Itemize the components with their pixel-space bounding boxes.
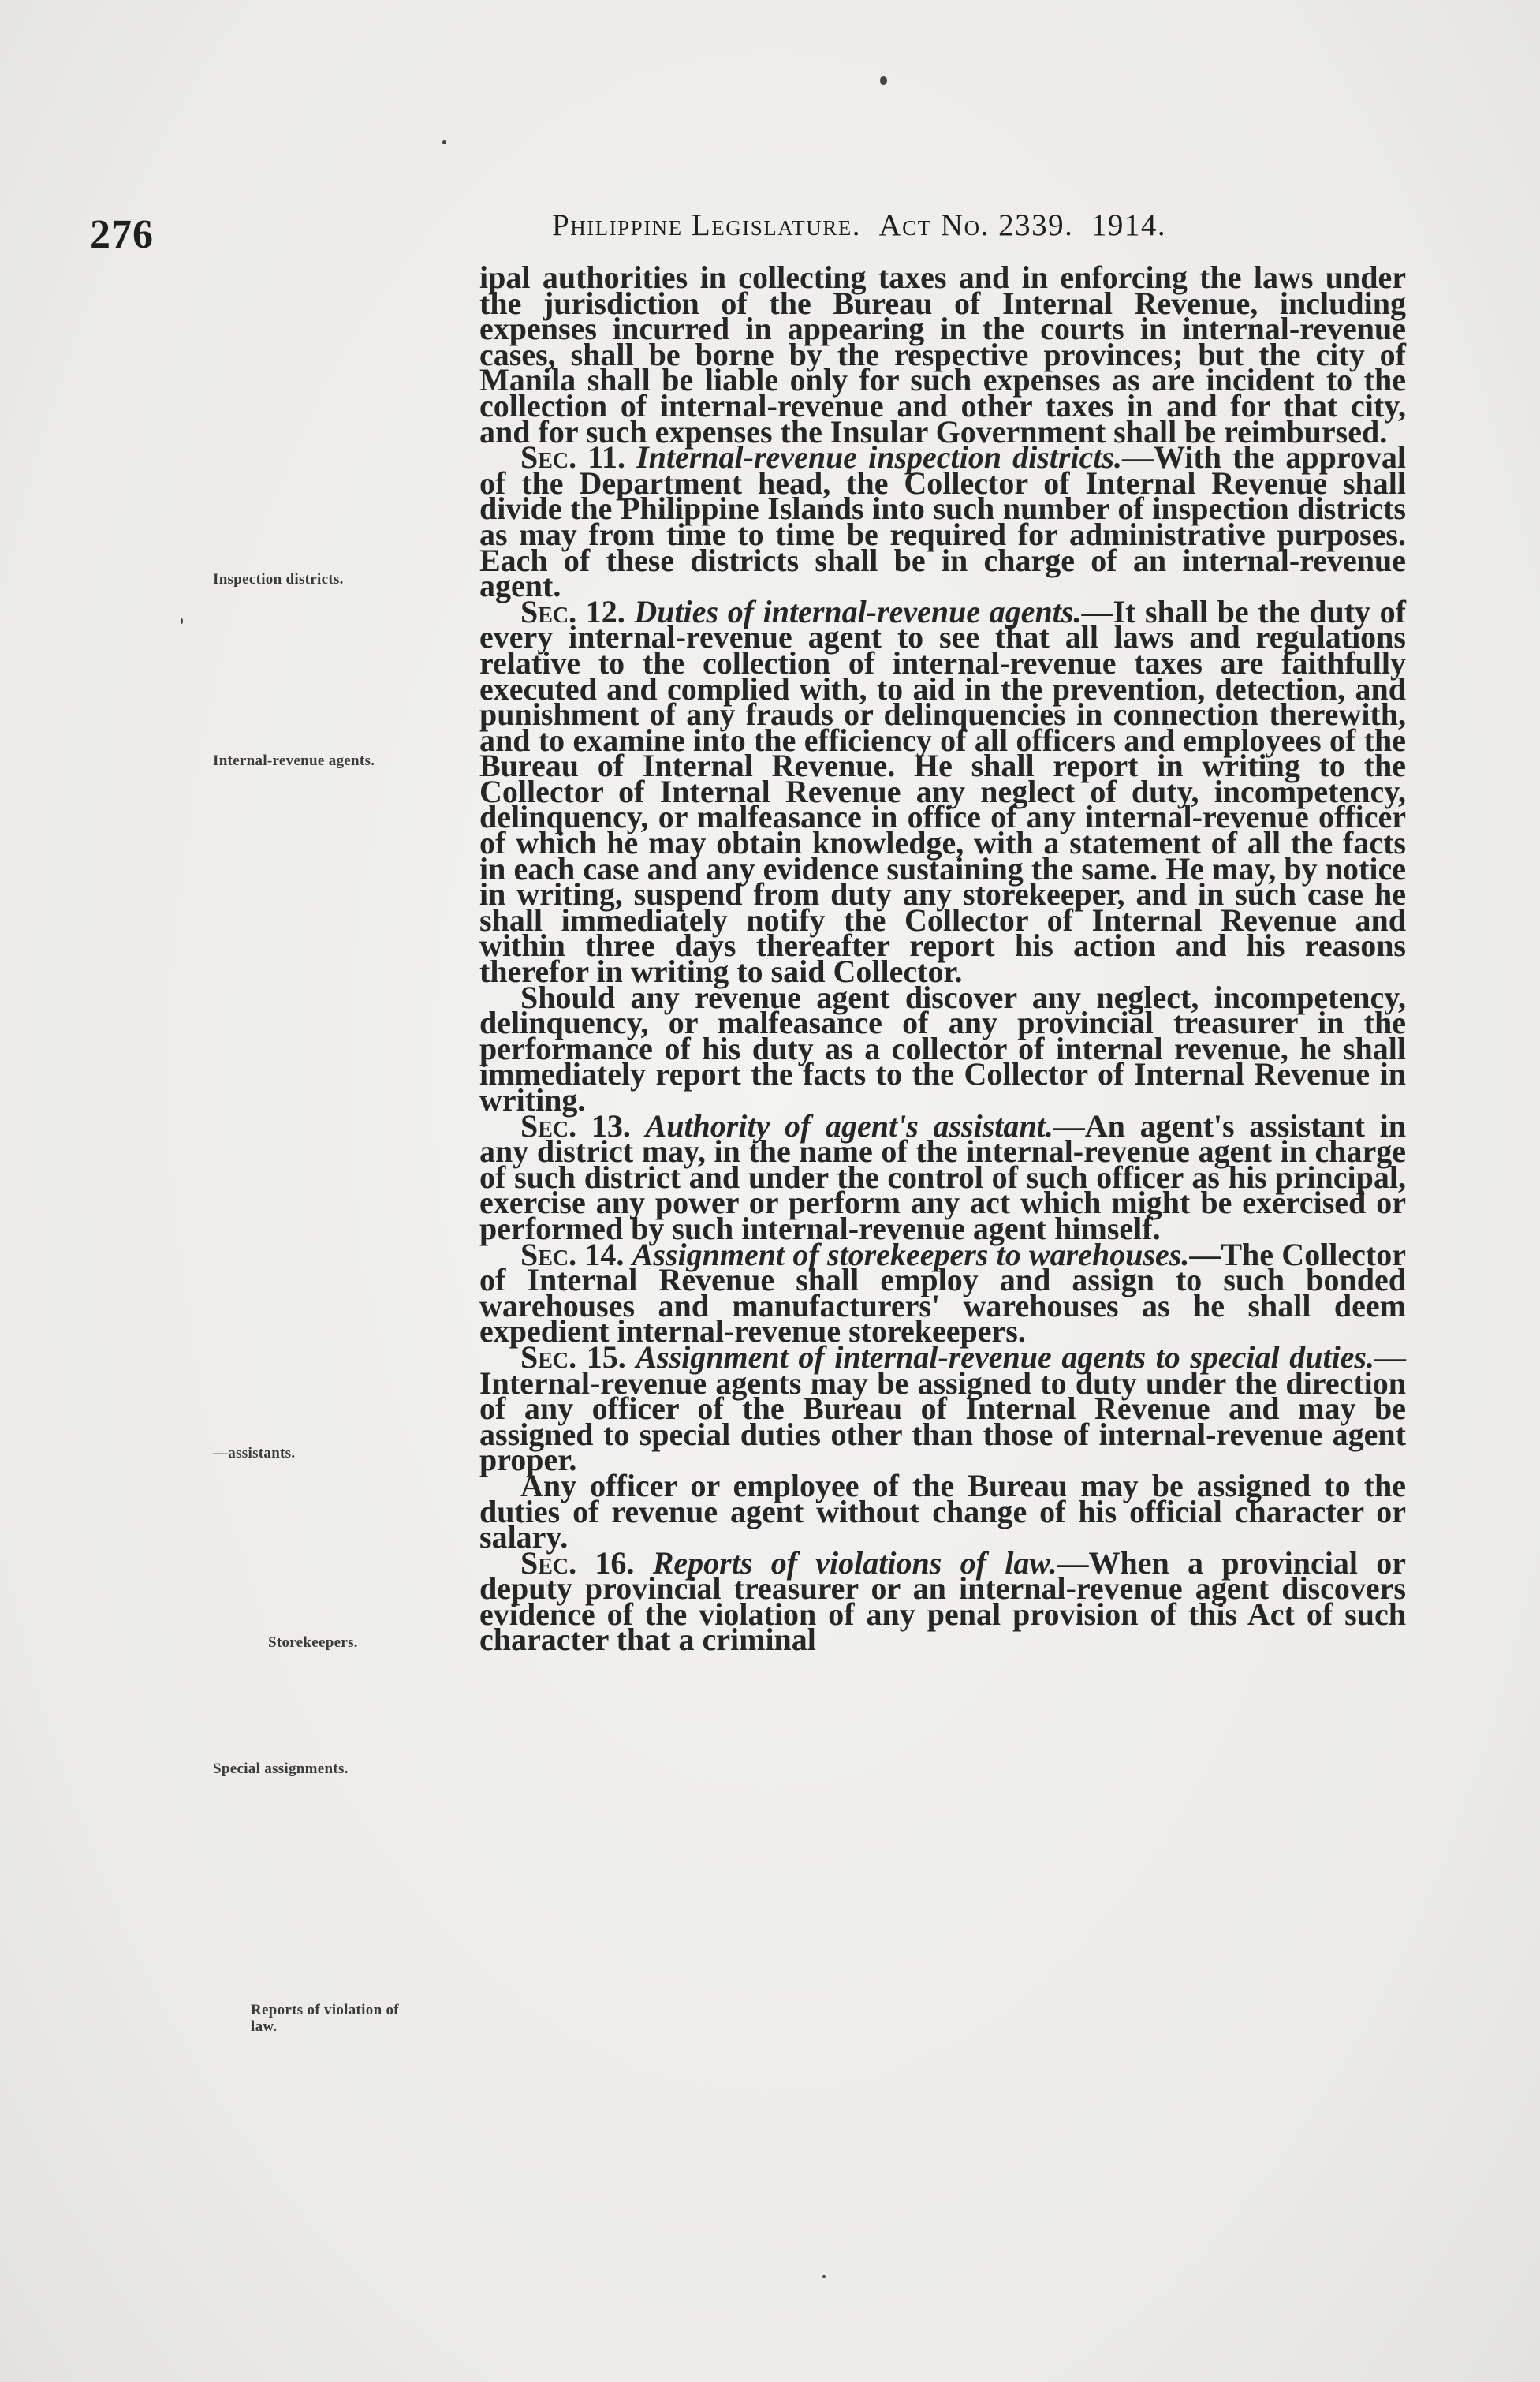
section-text: —An agent's assistant in any district may, in the name of the internal-revenue agent in charge of such district and under the control of such officer as his principal, exercise any power or perform any act which might be exercised or performed by such internal-revenue agent himself. [479, 1107, 1406, 1246]
section-title: Duties of internal-revenue agents. [634, 593, 1082, 629]
running-head-act: Act No. 2339. [878, 208, 1074, 242]
section-11 [479, 439, 1407, 604]
section-title: Authority of agent's assistant. [645, 1107, 1053, 1144]
section-16 [479, 1544, 1407, 1658]
section-text: —When a provincial or deputy provincial treasurer or an internal-revenue agent discovers evidence of the violation of any penal provision of this Act of such character that a criminal [479, 1544, 1407, 1658]
body-text [479, 259, 1407, 1658]
section-text: —With the approval of the Department head, the Collector of Internal Revenue shall divide the Philippine Islands into such number of inspection districts as may from time to time be required for administrative purposes. Each of these districts shall be in charge of an internal-revenue agent. [479, 439, 1407, 604]
section-text: —Internal-revenue agents may be assigned to duty under the direction of any officer of the Bureau of Internal Revenue and may be assigned to special duties other than those of internal-revenue agent proper. [479, 1338, 1406, 1478]
section-text: —The Collector of Internal Revenue shall employ and assign to such bonded warehouses and manufacturers' warehouses as he shall deem expedient internal-revenue storekeepers. [479, 1236, 1406, 1350]
page-number: 276 [90, 212, 154, 257]
section-number: Sec. 13. [520, 1107, 631, 1144]
section-title: Assignment of storekeepers to warehouses. [632, 1236, 1190, 1272]
scan-speck [181, 618, 183, 624]
paragraph: Should any revenue agent discover any neglect, incompetency, delinquency, or malfeasance of any provincial treasurer in the performance of his duty as a collector of internal revenue, he shall immediately report the facts to the Collector of Internal Revenue in writing. [479, 979, 1406, 1118]
scan-speck [442, 140, 446, 144]
paragraph: Any officer or employee of the Bureau may be assigned to the duties of revenue agent without change of his official character or salary. [479, 1467, 1406, 1555]
section-12 [479, 593, 1406, 990]
section-text: —It shall be the duty of every internal-revenue agent to see that all laws and regulations relative to the collection of internal-revenue taxes are faithfully executed and complied with, to aid in the prevention, detection, and punishment of any frauds or delinquencies in connection therewith, and to examine into the efficiency of all officers and employees of the Bureau of Internal Revenue. He shall report in writing to the Collector of Internal Revenue any neglect of duty, incompetency, delinquency, or malfeasance in office of any internal-revenue officer of which he may obtain knowledge, with a statement of all the facts in each case and any evidence sustaining the same. He may, by notice in writing, suspend from duty any storekeeper, and in such case he shall immediately notify the Collector of Internal Revenue and within three days thereafter report his action and his reasons therefor in writing to said Collector. [479, 593, 1406, 990]
section-number: Sec. 15. [520, 1338, 626, 1375]
section-number: Sec. 11. [520, 439, 625, 476]
section-title: Assignment of internal-revenue agents to special duties. [636, 1338, 1374, 1375]
scan-speck [822, 2275, 826, 2278]
margin-note-agents: Internal-revenue agents. [213, 752, 375, 769]
section-number: Sec. 12. [520, 593, 625, 629]
scan-speck [880, 76, 887, 85]
section-title: Internal-revenue inspection districts. [636, 439, 1122, 476]
margin-note-reports: Reports of violation of law. [251, 2002, 399, 2035]
margin-note-assistants: —assistants. [213, 1445, 296, 1462]
paragraph: ipal authorities in collecting taxes and in enforcing the laws under the jurisdiction of the Bureau of Internal Revenue, including expenses incurred in appearing in the courts in internal-revenue cases, shall be borne by the respective provinces; but the city of Manila shall be liable only for such expenses as are incident to the collection of internal-revenue and other taxes in and for that city, and for such expenses the Insular Government shall be reimbursed. [479, 259, 1406, 450]
section-title: Reports of violations of law. [652, 1544, 1057, 1581]
section-13 [479, 1107, 1406, 1246]
section-15 [479, 1338, 1406, 1478]
margin-note-special: Special assignments. [213, 1760, 349, 1777]
margin-note-inspection: Inspection districts. [213, 571, 344, 588]
section-number: Sec. 14. [520, 1236, 625, 1272]
margin-note-storekeepers: Storekeepers. [268, 1634, 358, 1651]
running-head-title: Philippine Legislature. [552, 208, 861, 242]
running-head [552, 207, 1411, 243]
running-head-year: 1914. [1091, 208, 1167, 242]
section-number: Sec. 16. [520, 1544, 635, 1581]
section-14 [479, 1236, 1406, 1350]
